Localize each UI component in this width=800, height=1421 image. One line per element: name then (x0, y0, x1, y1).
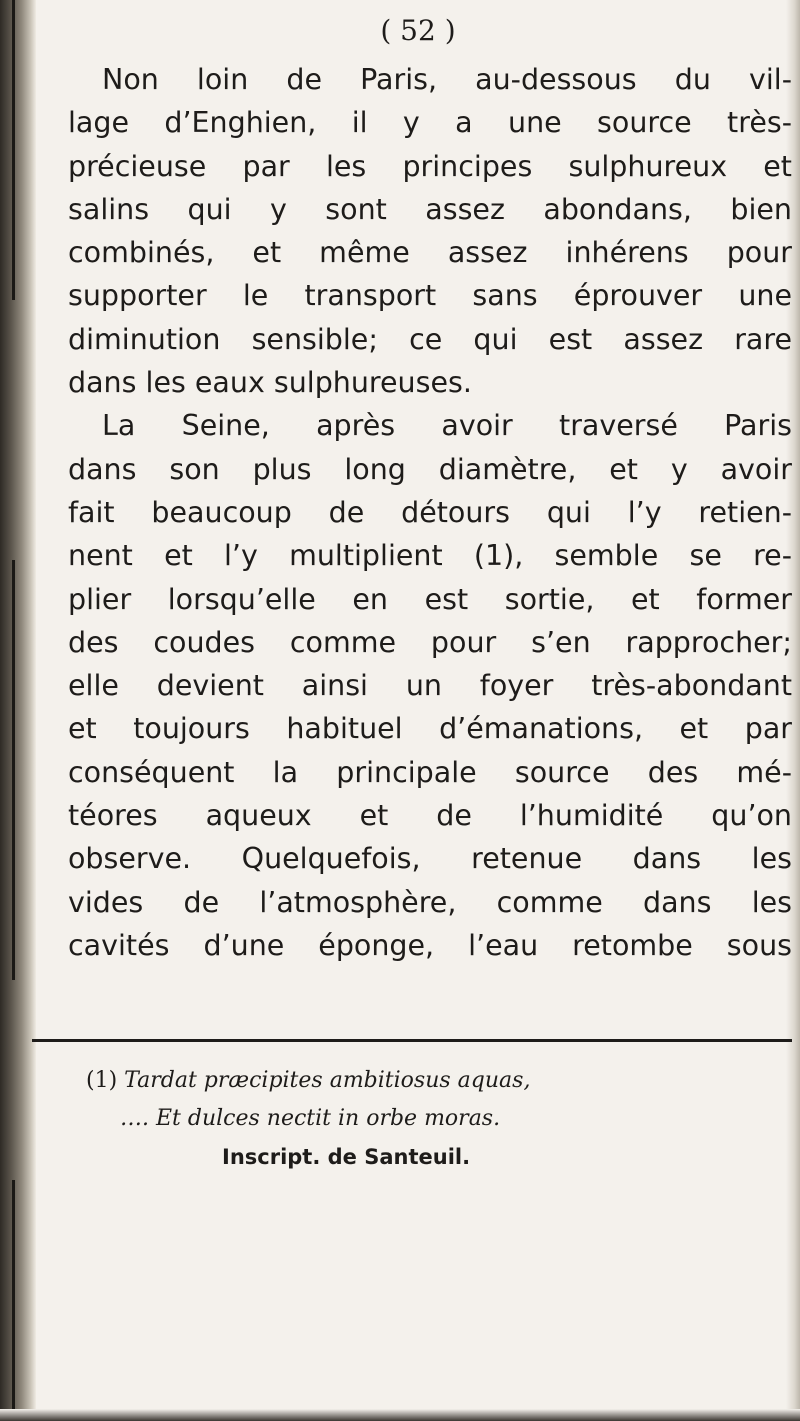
text-line: fait beaucoup de détours qui l’y retien- (68, 495, 792, 529)
text-line: combinés, et même assez inhérens pour (68, 236, 792, 270)
text-line: cavités d’une éponge, l’eau retombe sous (68, 928, 792, 962)
text-line: elle devient ainsi un foyer très-abondant (68, 669, 792, 703)
text-line: vides de l’atmosphère, comme dans les (68, 885, 792, 919)
footnote-quote-line: …. Et dulces nectit in orbe moras. (120, 1106, 501, 1131)
footnote-line (86, 1062, 766, 1100)
text-line: supporter le transport sans éprouver une (68, 279, 792, 313)
text-line: des coudes comme pour s’en rapprocher; (68, 625, 792, 659)
text-line: observe. Quelquefois, retenue dans les (68, 842, 792, 876)
footnote-source: Inscript. de Santeuil. (222, 1145, 471, 1169)
page-edge-bottom (0, 1409, 800, 1421)
book-binding (0, 0, 36, 1421)
text-line: conséquent la principale source des mé- (68, 755, 792, 789)
binding-thread (12, 1180, 15, 1421)
footnote-marker: (1) (86, 1068, 118, 1093)
page-number: ( 52 ) (380, 14, 456, 47)
text-line: diminution sensible; ce qui est assez rare (68, 322, 792, 356)
text-line: nent et l’y multiplient (1), semble se re- (68, 539, 792, 573)
text-line: dans les eaux sulphureuses. (68, 366, 472, 400)
text-line: lage d’Enghien, il y a une source très- (68, 106, 792, 140)
text-line: et toujours habituel d’émanations, et par (68, 712, 792, 746)
footnote-quote-line: Tardat præcipites ambitiosus aquas, (124, 1068, 531, 1093)
text-line: plier lorsqu’elle en est sortie, et former (68, 582, 792, 616)
footnote (86, 1062, 766, 1176)
footnote-rule (32, 1039, 792, 1042)
text-line: dans son plus long diamètre, et y avoir (68, 452, 792, 486)
binding-thread (12, 560, 15, 980)
text-line: Non loin de Paris, au-dessous du vil- (102, 63, 792, 96)
text-line: téores aqueux et de l’humidité qu’on (68, 799, 792, 833)
text-line: précieuse par les principes sulphureux et (68, 149, 792, 183)
body-text (68, 58, 792, 967)
text-line: salins qui y sont assez abondans, bien (68, 192, 792, 226)
text-line: La Seine, après avoir traversé Paris (102, 409, 792, 443)
